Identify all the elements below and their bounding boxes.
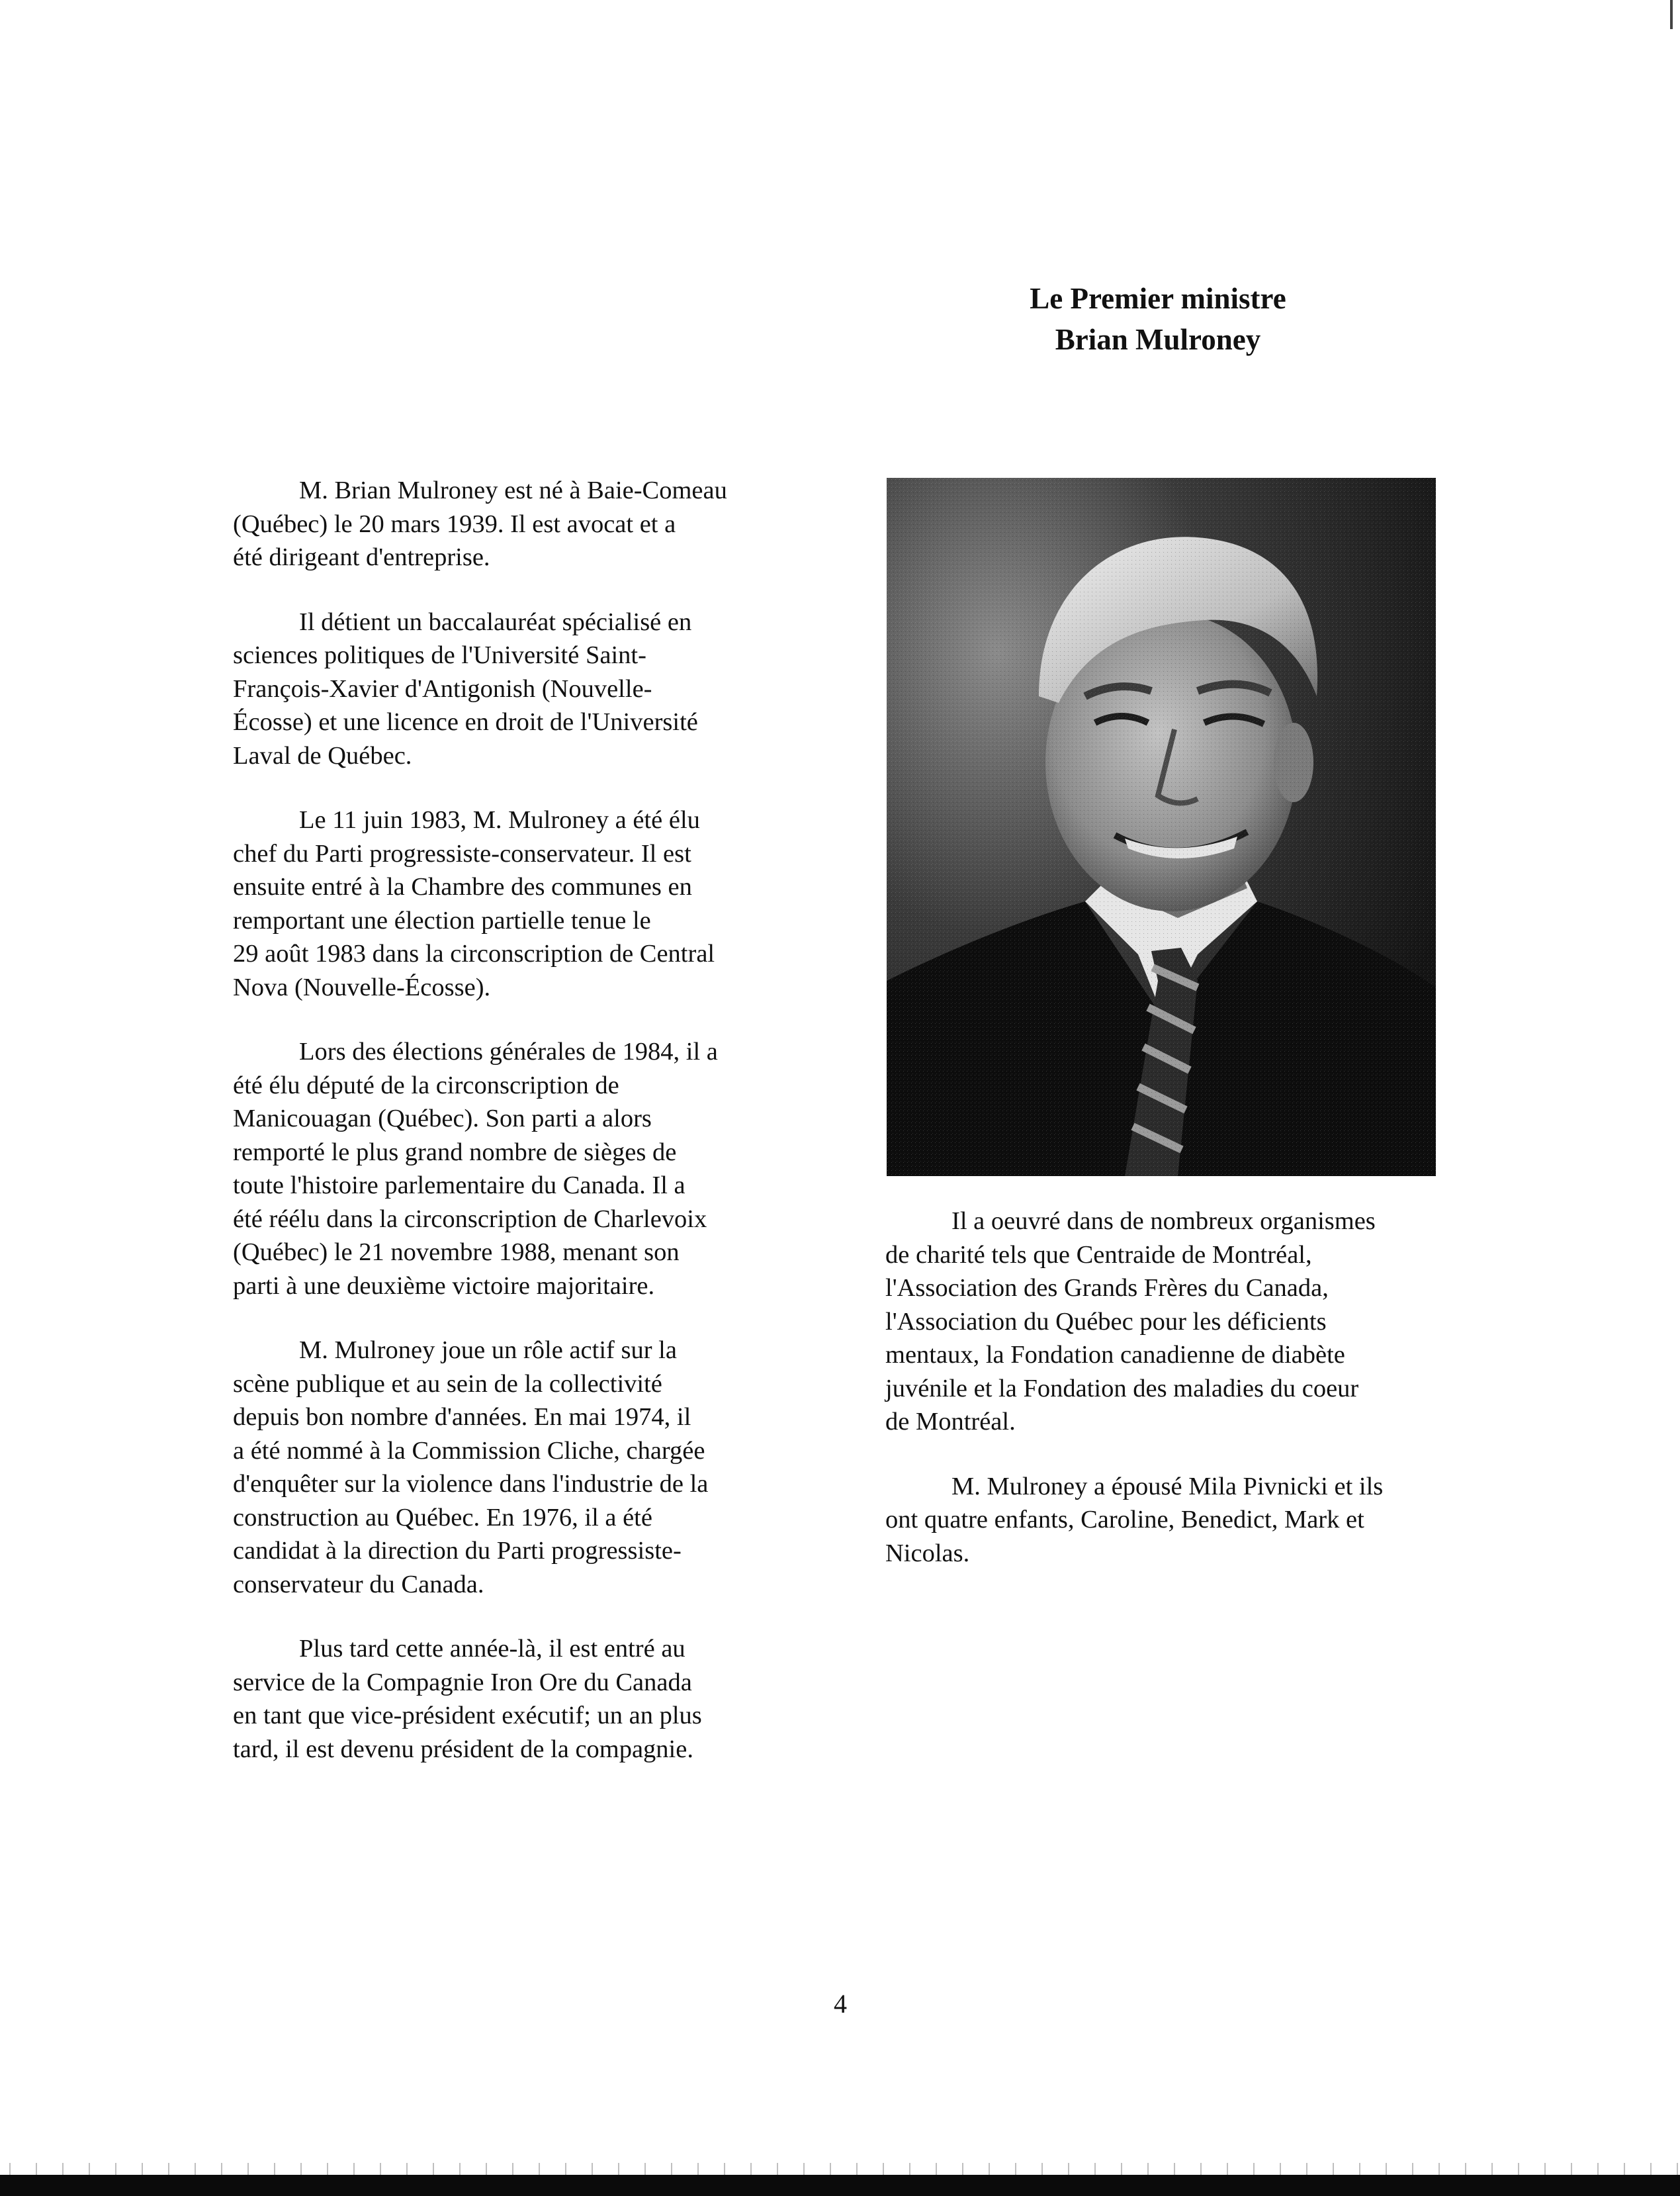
- title-line-2: Brian Mulroney: [1055, 323, 1261, 356]
- text-line: Écosse) et une licence en droit de l'Université: [233, 708, 698, 736]
- text-line: été dirigeant d'entreprise.: [233, 543, 490, 571]
- text-line: de charité tels que Centraide de Montréal,: [885, 1240, 1312, 1269]
- text-line: (Québec) le 20 mars 1939. Il est avocat et a: [233, 510, 676, 538]
- text-line: l'Association du Québec pour les déficients: [885, 1307, 1327, 1336]
- text-line: en tant que vice-président exécutif; un an plus: [233, 1702, 702, 1729]
- text-line: ont quatre enfants, Caroline, Benedict, Mark et: [885, 1506, 1364, 1533]
- paragraph: [233, 1035, 802, 1303]
- text-line: service de la Compagnie Iron Ore du Canada: [233, 1668, 692, 1696]
- text-line: remportant une élection partielle tenue le: [233, 906, 651, 935]
- text-line: François-Xavier d'Antigonish (Nouvelle-: [233, 674, 652, 703]
- paragraph: [233, 1632, 802, 1766]
- portrait-illustration: [887, 478, 1436, 1176]
- text-line: tard, il est devenu président de la compagnie.: [233, 1735, 693, 1763]
- text-line: M. Mulroney joue un rôle actif sur la: [299, 1336, 677, 1364]
- paragraph: [233, 1334, 802, 1601]
- text-line: construction au Québec. En 1976, il a été: [233, 1503, 652, 1532]
- title-line-1: Le Premier ministre: [1030, 282, 1286, 315]
- text-line: Lors des élections générales de 1984, il a: [299, 1038, 718, 1066]
- text-line: candidat à la direction du Parti progressiste-: [233, 1537, 682, 1565]
- scan-edge-mark: [1670, 0, 1673, 29]
- text-line: sciences politiques de l'Université Saint-: [233, 641, 646, 669]
- page-number: 4: [834, 1989, 847, 2019]
- text-line: Il a oeuvré dans de nombreux organismes: [951, 1207, 1376, 1235]
- text-line: toute l'histoire parlementaire du Canada. Il a: [233, 1171, 685, 1199]
- text-line: Nova (Nouvelle-Écosse).: [233, 973, 491, 1001]
- portrait-photo: [887, 478, 1436, 1176]
- left-column: [233, 474, 802, 1797]
- text-line: Plus tard cette année-là, il est entré au: [299, 1635, 685, 1663]
- text-line: Nicolas.: [885, 1539, 970, 1567]
- text-line: remporté le plus grand nombre de sièges de: [233, 1138, 677, 1166]
- text-line: Il détient un baccalauréat spécialisé en: [299, 608, 692, 636]
- paragraph: [233, 606, 802, 773]
- paragraph: [233, 803, 802, 1004]
- text-line: parti à une deuxième victoire majoritaire.: [233, 1271, 655, 1300]
- paragraph: [885, 1205, 1454, 1439]
- page-title: [973, 278, 1343, 360]
- text-line: été réélu dans la circonscription de Charlevoix: [233, 1205, 707, 1233]
- text-line: scène publique et au sein de la collectivité: [233, 1369, 662, 1398]
- text-line: M. Mulroney a épousé Mila Pivnicki et ils: [951, 1472, 1384, 1500]
- text-line: Laval de Québec.: [233, 741, 412, 770]
- text-line: 29 août 1983 dans la circonscription de Central: [233, 940, 715, 968]
- text-line: de Montréal.: [885, 1408, 1016, 1436]
- right-column: [885, 1205, 1454, 1601]
- text-line: d'enquêter sur la violence dans l'industrie de la: [233, 1470, 709, 1498]
- scan-speckle: [0, 2163, 1680, 2175]
- text-line: juvénile et la Fondation des maladies du coeur: [885, 1374, 1359, 1402]
- text-line: ensuite entré à la Chambre des communes en: [233, 873, 692, 901]
- scan-bottom-border: [0, 2175, 1680, 2196]
- paragraph: [233, 474, 802, 574]
- paragraph: [885, 1470, 1454, 1571]
- text-line: depuis bon nombre d'années. En mai 1974, il: [233, 1403, 691, 1431]
- text-line: l'Association des Grands Frères du Canada,: [885, 1274, 1329, 1302]
- text-line: conservateur du Canada.: [233, 1570, 484, 1598]
- text-line: mentaux, la Fondation canadienne de diabète: [885, 1341, 1345, 1369]
- text-line: (Québec) le 21 novembre 1988, menant son: [233, 1238, 680, 1266]
- text-line: chef du Parti progressiste-conservateur. Il est: [233, 839, 691, 868]
- text-line: a été nommé à la Commission Cliche, chargée: [233, 1436, 705, 1465]
- text-line: été élu député de la circonscription de: [233, 1071, 619, 1099]
- text-line: Manicouagan (Québec). Son parti a alors: [233, 1105, 652, 1132]
- text-line: M. Brian Mulroney est né à Baie-Comeau: [299, 477, 727, 504]
- text-line: Le 11 juin 1983, M. Mulroney a été élu: [299, 806, 700, 834]
